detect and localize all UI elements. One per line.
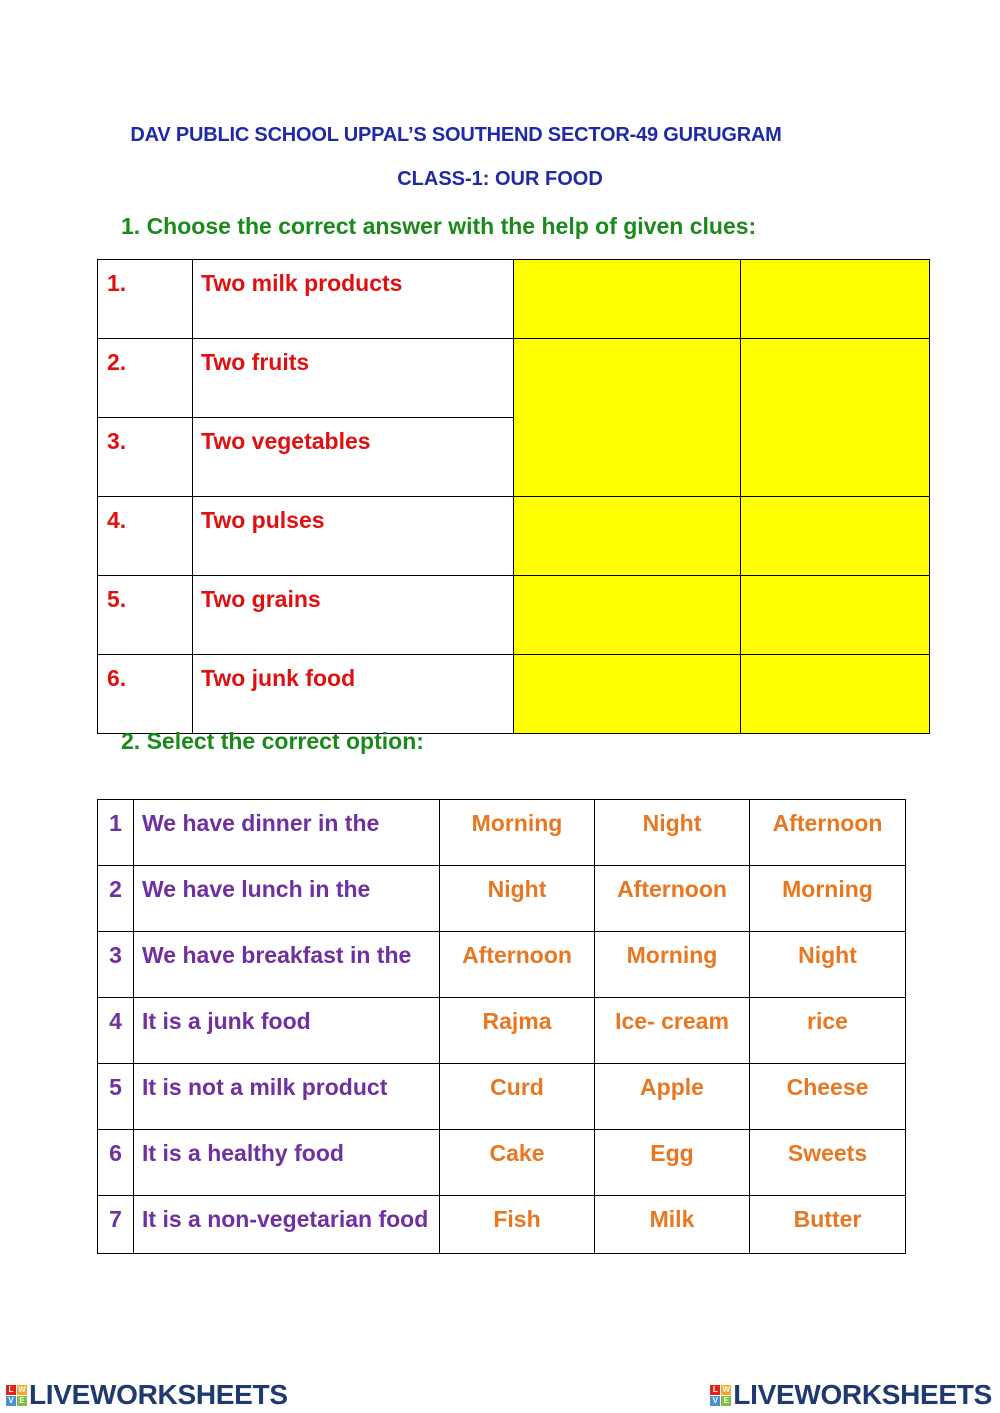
option-choice[interactable]: Fish <box>440 1196 595 1254</box>
option-choice[interactable]: Cheese <box>750 1064 906 1130</box>
question-text: We have dinner in the <box>134 800 440 866</box>
table-row <box>98 497 930 576</box>
logo-mark-letter: V <box>710 1396 720 1406</box>
logo-mark-letter: L <box>710 1385 720 1395</box>
answer-drop-box[interactable] <box>514 655 741 734</box>
question-text: We have lunch in the <box>134 866 440 932</box>
logo-mark-letter: W <box>722 1384 731 1394</box>
table-row <box>98 998 906 1064</box>
question-2-heading: 2. Select the correct option: <box>121 728 424 754</box>
table-row <box>98 1064 906 1130</box>
table-row <box>98 1196 906 1254</box>
option-choice[interactable]: Egg <box>595 1130 750 1196</box>
answer-drop-box[interactable] <box>514 260 741 339</box>
clue-number: 2. <box>98 339 193 418</box>
option-choice[interactable]: Morning <box>750 866 906 932</box>
question-text: It is not a milk product <box>134 1064 440 1130</box>
clues-table <box>97 259 930 734</box>
option-choice[interactable]: Night <box>595 800 750 866</box>
clue-number: 4. <box>98 497 193 576</box>
question-1-heading: 1. Choose the correct answer with the help of given clues: <box>121 213 757 239</box>
question-number: 1 <box>98 800 134 866</box>
option-choice[interactable]: Sweets <box>750 1130 906 1196</box>
clue-text: Two grains <box>193 576 514 655</box>
logo-mark-letter: V <box>6 1396 16 1406</box>
question-number: 7 <box>98 1196 134 1254</box>
liveworksheets-logo-icon <box>710 1385 731 1406</box>
question-number: 6 <box>98 1130 134 1196</box>
clue-number: 1. <box>98 260 193 339</box>
option-choice[interactable]: Rajma <box>440 998 595 1064</box>
clue-text: Two vegetables <box>193 418 514 497</box>
option-choice[interactable]: Night <box>440 866 595 932</box>
logo-text: LIVEWORKSHEETS <box>733 1379 992 1410</box>
liveworksheets-logo-icon <box>6 1385 27 1406</box>
school-name: DAV PUBLIC SCHOOL UPPAL’S SOUTHEND SECTOR-49 GURUGRAM <box>130 124 782 146</box>
question-number: 3 <box>98 932 134 998</box>
option-choice[interactable]: Afternoon <box>595 866 750 932</box>
table-row <box>98 576 930 655</box>
question-number: 5 <box>98 1064 134 1130</box>
liveworksheets-logo <box>6 1378 288 1412</box>
answer-drop-box[interactable] <box>741 260 930 339</box>
table-row <box>98 339 930 418</box>
answer-drop-box[interactable] <box>741 339 930 497</box>
question-text: We have breakfast in the <box>134 932 440 998</box>
clue-text: Two pulses <box>193 497 514 576</box>
option-choice[interactable]: Morning <box>595 932 750 998</box>
question-text: It is a non-vegetarian food <box>134 1196 440 1254</box>
logo-mark-letter: L <box>6 1385 16 1395</box>
option-choice[interactable]: Afternoon <box>750 800 906 866</box>
logo-text: LIVEWORKSHEETS <box>29 1379 288 1410</box>
logo-mark-letter: E <box>721 1396 731 1406</box>
clue-number: 5. <box>98 576 193 655</box>
option-choice[interactable]: Apple <box>595 1064 750 1130</box>
question-text: It is a healthy food <box>134 1130 440 1196</box>
question-text: It is a junk food <box>134 998 440 1064</box>
answer-drop-box[interactable] <box>741 576 930 655</box>
option-choice[interactable]: Morning <box>440 800 595 866</box>
option-choice[interactable]: Ice- cream <box>595 998 750 1064</box>
option-choice[interactable]: Afternoon <box>440 932 595 998</box>
clue-text: Two milk products <box>193 260 514 339</box>
question-number: 4 <box>98 998 134 1064</box>
table-row <box>98 932 906 998</box>
table-row <box>98 800 906 866</box>
clue-number: 3. <box>98 418 193 497</box>
answer-drop-box[interactable] <box>514 576 741 655</box>
question-number: 2 <box>98 866 134 932</box>
option-choice[interactable]: Butter <box>750 1196 906 1254</box>
answer-drop-box[interactable] <box>741 655 930 734</box>
option-choice[interactable]: Milk <box>595 1196 750 1254</box>
option-choice[interactable]: Curd <box>440 1064 595 1130</box>
option-choice[interactable]: Cake <box>440 1130 595 1196</box>
option-choice[interactable]: rice <box>750 998 906 1064</box>
table-row <box>98 866 906 932</box>
answer-drop-box[interactable] <box>741 497 930 576</box>
clue-text: Two fruits <box>193 339 514 418</box>
logo-mark-letter: W <box>18 1384 26 1394</box>
clue-number: 6. <box>98 655 193 734</box>
answer-drop-box[interactable] <box>514 339 741 497</box>
table-row <box>98 260 930 339</box>
table-row <box>98 655 930 734</box>
table-row <box>98 1130 906 1196</box>
liveworksheets-logo <box>710 1378 992 1412</box>
option-choice[interactable]: Night <box>750 932 906 998</box>
answer-drop-box[interactable] <box>514 497 741 576</box>
worksheet-title: CLASS-1: OUR FOOD <box>397 168 603 190</box>
clue-text: Two junk food <box>193 655 514 734</box>
logo-mark-letter: E <box>17 1396 27 1406</box>
options-table <box>97 799 906 1254</box>
